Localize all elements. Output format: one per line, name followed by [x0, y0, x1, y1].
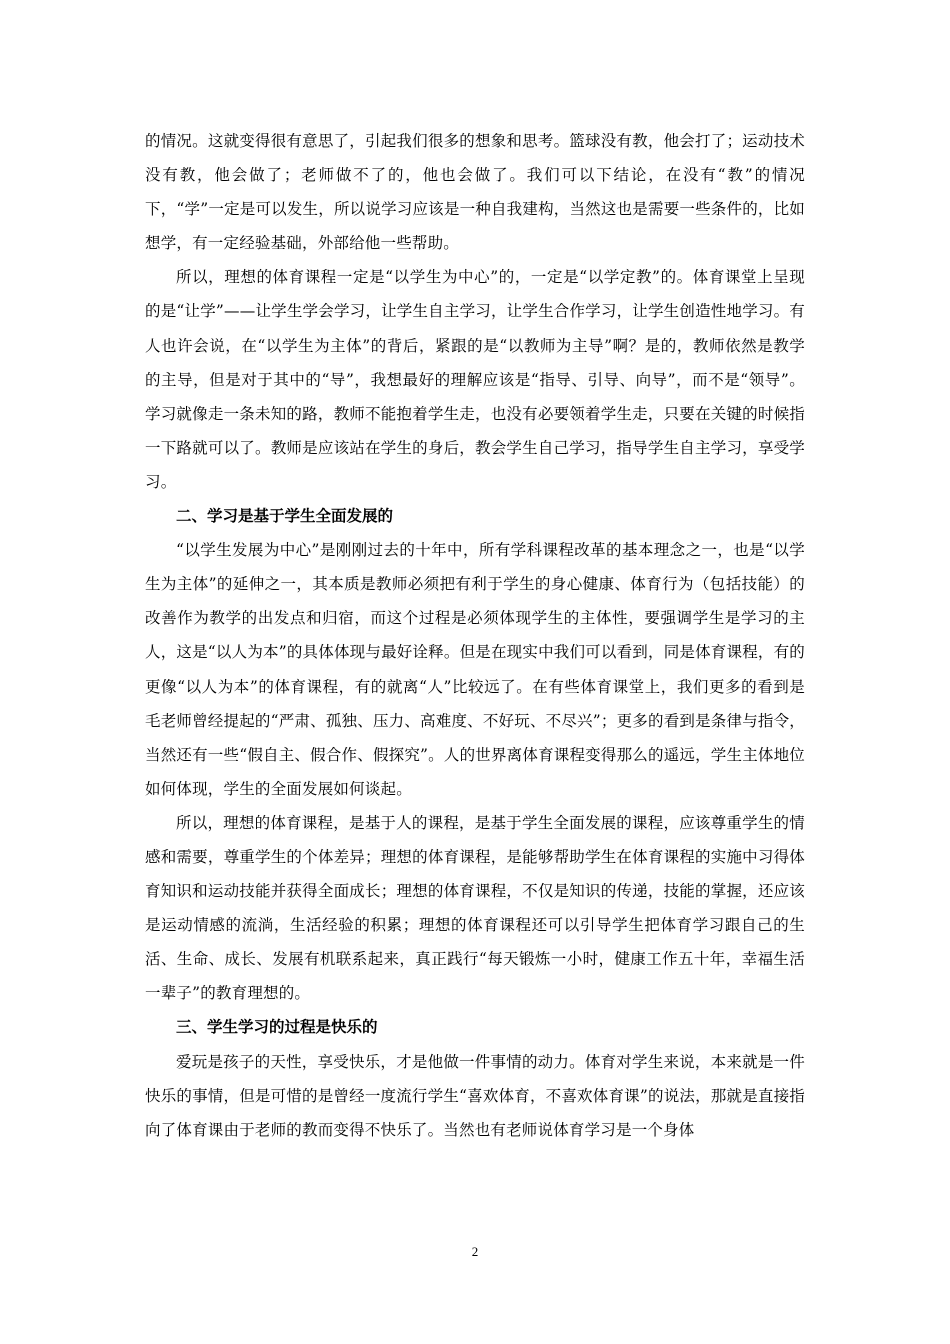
section-heading: 三、学生学习的过程是快乐的	[176, 1017, 378, 1037]
paragraph-continued: 的情况。这就变得很有意思了，引起我们很多的想象和思考。篮球没有教，他会打了；运动技术没有教，他会做了；老师做不了的，他也会做了。我们可以下结论，在没有“教”的情况下，“学”一定是可以发生，所以说学习应该是一种自我建构，当然这也是需要一些条件的，比如想学，有一定经验基础，外部给他一些帮助。	[145, 132, 805, 253]
page-number: 2	[471, 1244, 479, 1259]
paragraph: 所以，理想的体育课程，是基于人的课程，是基于学生全面发展的课程，应该尊重学生的情感和需要，尊重学生的个体差异；理想的体育课程，是能够帮助学生在体育课程的实施中习得体育知识和运动技能并获得全面成长；理想的体育课程，不仅是知识的传递，技能的掌握，还应该是运动情感的流淌，生活经验的积累；理想的体育课程还可以引导学生把体育学习跟自己的生活、生命、成长、发展有机联系起来，真正践行“每天锻炼一小时，健康工作五十年，幸福生活一辈子”的教育理想的。	[145, 813, 805, 1003]
paragraph: 所以，理想的体育课程一定是“以学生为中心”的，一定是“以学定教”的。体育课堂上呈现的是“让学”——让学生学会学习，让学生自主学习，让学生合作学习，让学生创造性地学习。有人也许会说，在“以学生为主体”的背后，紧跟的是“以教师为主导”啊？是的，教师依然是教学的主导，但是对于其中的“导”，我想最好的理解应该是“指导、引导、向导”，而不是“领导”。 学习就像走一条未知的路，教师不能抱着学生走，也没有必要领着学生走，只要在关键的时候指一下路就可以了。教师是应该站在学生的身后，教会学生自己学习，指导学生自主学习，享受学习。	[145, 268, 805, 491]
paragraph: 爱玩是孩子的天性，享受快乐，才是他做一件事情的动力。体育对学生来说，本来就是一件快乐的事情，但是可惜的是曾经一度流行学生“喜欢体育，不喜欢体育课”的说法，那就是直接指向了体育课由于老师的教而变得不快乐了。当然也有老师说体育学习是一个身体	[145, 1052, 805, 1139]
paragraph: “以学生发展为中心”是刚刚过去的十年中，所有学科课程改革的基本理念之一，也是“以学生为主体”的延伸之一，其本质是教师必须把有利于学生的身心健康、体育行为（包括技能）的改善作为教学的出发点和归宿，而这个过程是必须体现学生的主体性，要强调学生是学习的主人，这是“以人为本”的具体体现与最好诠释。但是在现实中我们可以看到，同是体育课程，有的更像“以人为本”的体育课程，有的就离“人”比较远了。在有些体育课堂上，我们更多的看到是毛老师曾经提起的“严肃、孤独、压力、高难度、不好玩、不尽兴”；更多的看到是条律与指令，当然还有一些“假自主、假合作、假探究”。人的世界离体育课程变得那么的遥远，学生主体地位如何体现，学生的全面发展如何谈起。	[145, 541, 805, 798]
section-heading: 二、学习是基于学生全面发展的	[176, 506, 394, 526]
document-body	[145, 124, 805, 1147]
